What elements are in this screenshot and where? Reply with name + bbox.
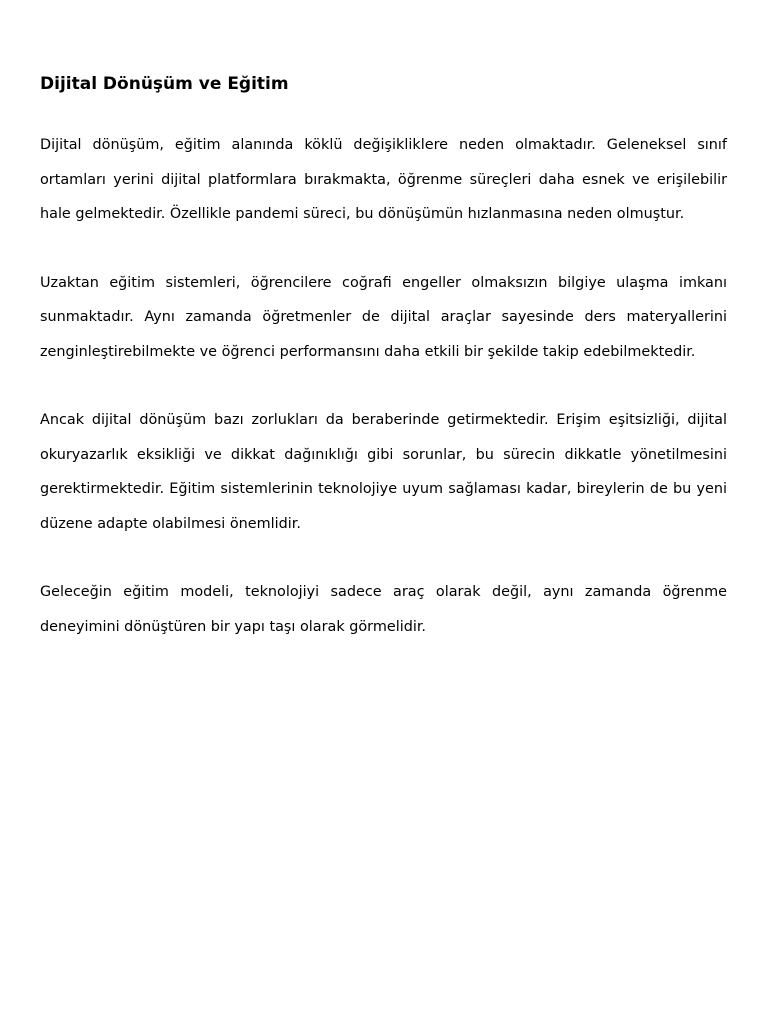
paragraph-4: Geleceğin eğitim modeli, teknolojiyi sadece araç olarak değil, aynı zamanda öğrenme deneyimini dönüştüren bir yapı taşı olarak görmelidir. (40, 584, 727, 635)
document-body (40, 128, 727, 644)
paragraph-2: Uzaktan eğitim sistemleri, öğrencilere coğrafi engeller olmaksızın bilgiye ulaşma imkanı sunmaktadır. Aynı zamanda öğretmenler de dijital araçlar sayesinde ders materyallerini zenginleştirebilmekte ve öğrenci performansını daha etkili bir şekilde takip edebilmektedir. (40, 274, 727, 360)
document-title: Dijital Dönüşüm ve Eğitim (40, 74, 289, 94)
paragraph-3: Ancak dijital dönüşüm bazı zorlukları da beraberinde getirmektedir. Erişim eşitsizliği, dijital okuryazarlık eksikliği ve dikkat dağınıklığı gibi sorunlar, bu sürecin dikkatle yönetilmesini gerektirmektedir. Eğitim sistemlerinin teknolojiye uyum sağlaması kadar, bireylerin de bu yeni düzene adapte olabilmesi önemlidir. (40, 412, 727, 532)
document-page (40, 73, 727, 644)
paragraph-1: Dijital dönüşüm, eğitim alanında köklü değişikliklere neden olmaktadır. Geleneksel sınıf ortamları yerini dijital platformlara bırakmakta, öğrenme süreçleri daha esnek ve erişilebilir hale gelmektedir. Özellikle pandemi süreci, bu dönüşümün hızlanmasına neden olmuştur. (40, 137, 727, 222)
